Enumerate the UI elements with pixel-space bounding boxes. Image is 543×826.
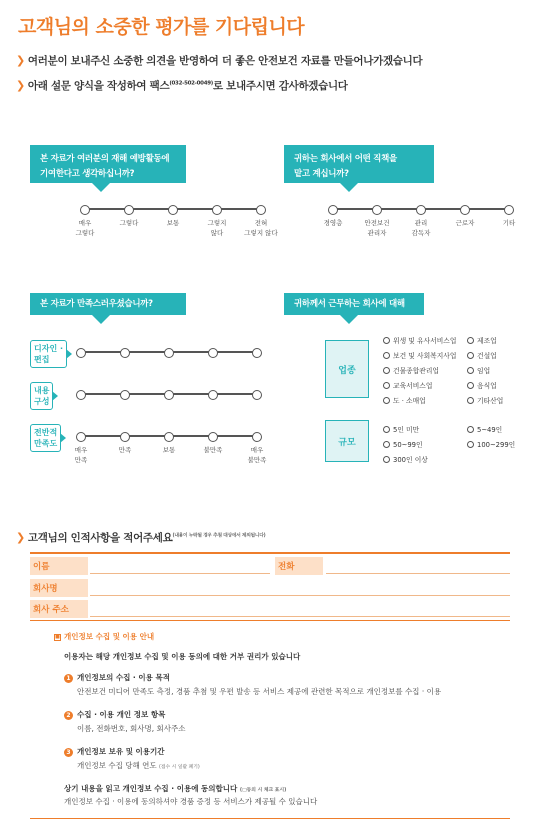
radio-circle-icon[interactable] [467, 352, 474, 359]
radio-option[interactable] [252, 348, 262, 358]
radio-option[interactable] [120, 432, 130, 442]
question-box-contribution: 본 자료가 여러분의 재해 예방활동에 기여한다고 생각하십니까? [30, 145, 186, 183]
consent-text: 개인정보 수집 · 이용에 동의하셔야 경품 증정 등 서비스가 제공될 수 있습니다 [64, 797, 318, 806]
radio-option[interactable] [372, 205, 382, 215]
option-label: 전혀 그렇지 않다 [244, 219, 278, 237]
option-item[interactable] [467, 424, 502, 434]
privacy-item-1-title: 1 개인정보의 수집 · 이용 목적 [64, 672, 170, 683]
radio-option[interactable] [328, 205, 338, 215]
radio-option[interactable] [416, 205, 426, 215]
radio-circle-icon[interactable] [467, 337, 474, 344]
option-label: 근로자 [455, 219, 475, 227]
option-label: 안전보건 관리자 [364, 219, 390, 237]
option-text: 보건 및 사회복지사업 [393, 352, 457, 360]
radio-option[interactable] [120, 390, 130, 400]
radio-option[interactable] [168, 205, 178, 215]
radio-circle-icon[interactable] [467, 367, 474, 374]
radio-option[interactable] [252, 390, 262, 400]
radio-circle-icon[interactable] [383, 426, 390, 433]
phone-field[interactable] [326, 560, 510, 574]
customer-heading: ❯ 고객님의 인적사항을 적어주세요$^{(내용이 누락될 경우 추첨 대상에서 제외됩니다)}$ [16, 531, 266, 544]
form-divider [30, 620, 510, 621]
option-item[interactable] [383, 350, 456, 360]
radio-option[interactable] [76, 348, 86, 358]
radio-option[interactable] [252, 432, 262, 442]
option-item[interactable] [383, 335, 456, 345]
chevron-right-icon: ❯ [16, 531, 25, 544]
option-item[interactable] [383, 454, 428, 464]
name-label: 이름 [30, 557, 88, 575]
intro-line-2: ❯ 아래 설문 양식을 작성하여 팩스$^{(032-502-0049)}$로 보내주시면 감사하겠습니다 [16, 79, 348, 92]
address-field[interactable] [90, 603, 510, 617]
radio-circle-icon[interactable] [383, 367, 390, 374]
radio-circle-icon[interactable] [383, 337, 390, 344]
chevron-right-icon: ❯ [16, 54, 25, 67]
radio-option[interactable] [208, 432, 218, 442]
option-text: 300인 이상 [393, 456, 428, 464]
option-text: 음식업 [477, 382, 497, 390]
intro-line-1: ❯ 여러분이 보내주신 소중한 의견을 반영하여 더 좋은 안전보건 자료를 만들어나가겠습니다 [16, 54, 423, 67]
address-label: 회사 주소 [30, 600, 88, 618]
radio-circle-icon[interactable] [467, 426, 474, 433]
option-item[interactable] [383, 424, 419, 434]
radio-option[interactable] [164, 390, 174, 400]
option-item[interactable] [383, 380, 432, 390]
option-label: 매우 그렇다 [75, 219, 95, 237]
option-text: 5~49인 [477, 426, 503, 434]
question-box-company: 귀하께서 근무하는 회사에 대해 [284, 293, 424, 315]
form-top-border [30, 552, 510, 554]
option-text: 위생 및 유사서비스업 [393, 337, 457, 345]
option-label: 그렇지 않다 [207, 219, 227, 237]
radio-option[interactable] [164, 348, 174, 358]
option-text: 도 · 소매업 [393, 397, 426, 405]
checkbox-icon[interactable]: ■ [55, 633, 60, 640]
question-pointer [92, 315, 110, 324]
radio-option[interactable] [504, 205, 514, 215]
option-label: 매우 만족 [74, 446, 88, 464]
radio-circle-icon[interactable] [383, 382, 390, 389]
company-field[interactable] [90, 582, 510, 596]
option-label: 관리 감독자 [411, 219, 431, 237]
radio-option[interactable] [212, 205, 222, 215]
chevron-right-icon: ❯ [16, 79, 25, 92]
number-1-icon: 1 [64, 674, 73, 683]
number-3-icon: 3 [64, 748, 73, 757]
option-text: 교육서비스업 [393, 382, 433, 390]
option-label: 기타 [502, 219, 516, 227]
option-label: 그렇다 [119, 219, 139, 227]
option-text: 5인 미만 [393, 426, 420, 434]
option-label: 불만족 [203, 446, 223, 454]
radio-option[interactable] [208, 348, 218, 358]
radio-circle-icon[interactable] [467, 382, 474, 389]
option-item[interactable] [467, 335, 497, 345]
option-text: 50~99인 [393, 441, 423, 449]
number-2-icon: 2 [64, 711, 73, 720]
option-text: 기타산업 [477, 397, 504, 405]
option-item[interactable] [383, 395, 426, 405]
privacy-item-2-title: 2 수집 · 이용 개인 정보 항목 [64, 709, 165, 720]
option-label: 보통 [162, 446, 176, 454]
satisfaction-row-label: 내용 구성 [30, 382, 53, 410]
option-label: 매우 불만족 [247, 446, 267, 464]
option-item[interactable] [467, 395, 503, 405]
question-pointer [92, 183, 110, 192]
form-bottom-border [30, 818, 510, 819]
radio-option[interactable] [80, 205, 90, 215]
radio-circle-icon[interactable] [467, 397, 474, 404]
name-field[interactable] [90, 560, 270, 574]
question-pointer [340, 183, 358, 192]
phone-label: 전화 [275, 557, 323, 575]
radio-circle-icon[interactable] [383, 456, 390, 463]
radio-option[interactable] [208, 390, 218, 400]
option-item[interactable] [383, 439, 423, 449]
radio-option[interactable] [256, 205, 266, 215]
radio-option[interactable] [76, 432, 86, 442]
option-label: 보통 [166, 219, 180, 227]
option-label: 만족 [118, 446, 132, 454]
satisfaction-row-label: 전반적 만족도 [30, 424, 61, 452]
option-item[interactable] [467, 380, 497, 390]
company-label: 회사명 [30, 579, 88, 597]
privacy-title: ■ 개인정보 수집 및 이용 안내 [55, 632, 155, 641]
option-item[interactable] [467, 365, 490, 375]
radio-option[interactable] [164, 432, 174, 442]
privacy-item-2-text: 이름, 전화번호, 회사명, 회사주소 [77, 724, 186, 733]
option-item[interactable] [467, 439, 515, 449]
option-label: 경영층 [323, 219, 343, 227]
question-pointer [340, 315, 358, 324]
page-title: 고객님의 소중한 평가를 기다립니다 [18, 16, 305, 38]
radio-circle-icon[interactable] [383, 352, 390, 359]
option-text: 건물종합관리업 [393, 367, 439, 375]
option-text: 제조업 [477, 337, 497, 345]
option-item[interactable] [383, 365, 439, 375]
question-box-position: 귀하는 회사에서 어떤 직책을 맡고 계십니까? [284, 145, 434, 183]
privacy-item-3-title: 3 개인정보 보유 및 이용기간 [64, 746, 165, 757]
radio-option[interactable] [460, 205, 470, 215]
size-label: 규모 [325, 420, 369, 462]
option-item[interactable] [467, 350, 497, 360]
consent-checkbox[interactable]: (□동의 시 체크 표시) [239, 788, 287, 793]
radio-option[interactable] [76, 390, 86, 400]
industry-label: 업종 [325, 340, 369, 398]
radio-circle-icon[interactable] [383, 397, 390, 404]
privacy-item-1-text: 안전보건 미디어 만족도 측정, 경품 추첨 및 우편 발송 등 서비스 제공에 관련한 목적으로 개인정보를 수집 · 이용 [77, 687, 442, 696]
radio-option[interactable] [120, 348, 130, 358]
radio-circle-icon[interactable] [383, 441, 390, 448]
consent-title: 상기 내용을 읽고 개인정보 수집 · 이용에 동의합니다 (□동의 시 체크 표시) [64, 784, 287, 793]
privacy-intro: 이용자는 해당 개인정보 수집 및 이용 동의에 대한 거부 권리가 있습니다 [64, 652, 301, 661]
radio-option[interactable] [124, 205, 134, 215]
privacy-item-3-text: 개인정보 수집 당해 연도 (접수 시 일괄 폐기) [77, 761, 200, 770]
radio-circle-icon[interactable] [467, 441, 474, 448]
question-box-satisfaction: 본 자료가 만족스러우셨습니까? [30, 293, 186, 315]
option-text: 임업 [477, 367, 491, 375]
option-text: 100~299인 [477, 441, 516, 449]
satisfaction-row-label: 디자인 · 편집 [30, 340, 67, 368]
option-text: 건설업 [477, 352, 497, 360]
